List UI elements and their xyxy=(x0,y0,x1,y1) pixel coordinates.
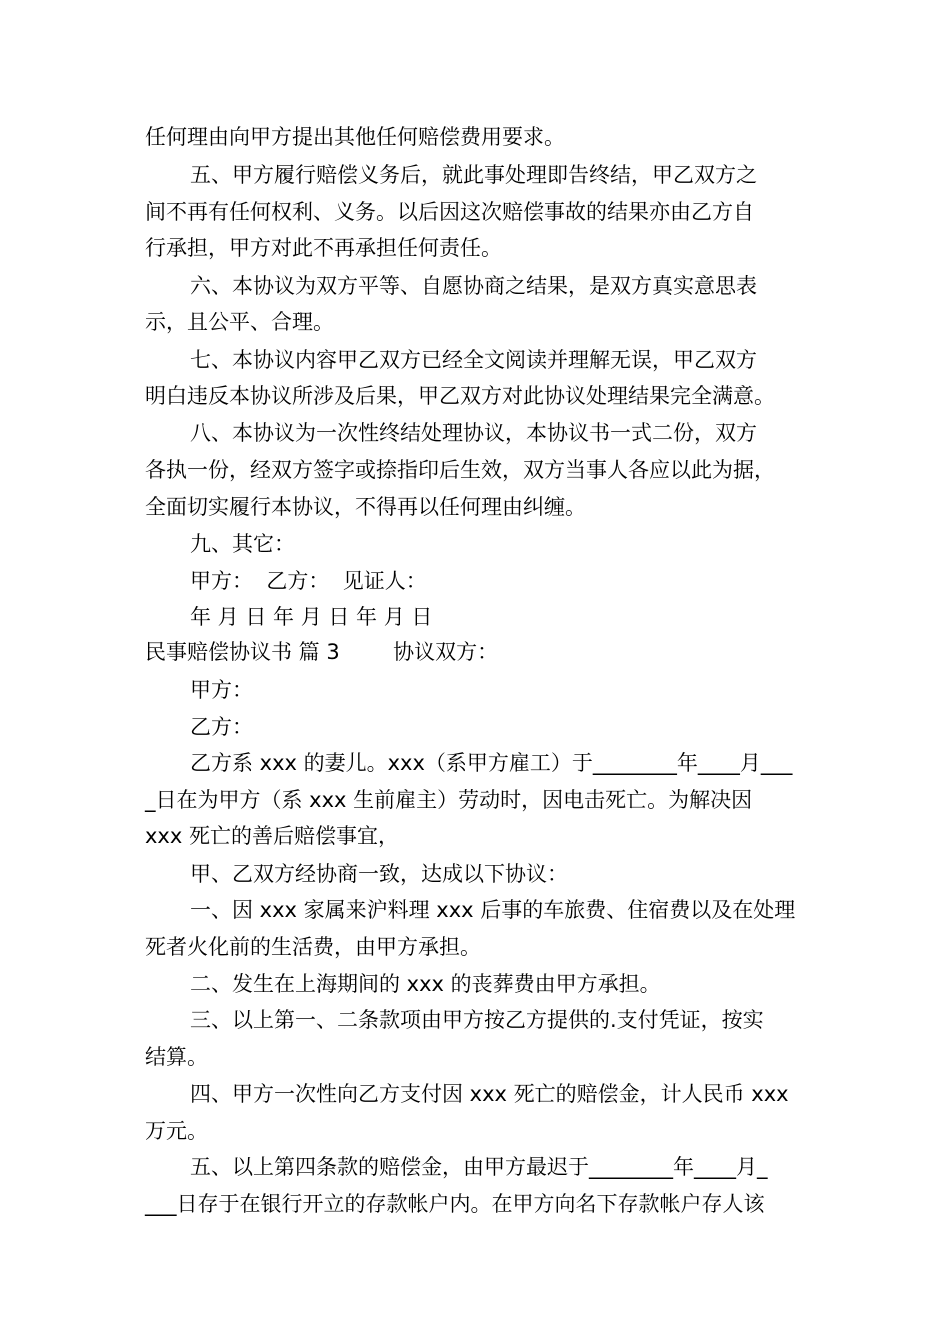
text-line: 二、发生在上海期间的 xxx 的丧葬费由甲方承担。 xyxy=(190,972,661,996)
text-line: 间不再有任何权利、义务。以后因这次赔偿事故的结果亦由乙方自 xyxy=(145,200,754,224)
text-line: 万元。 xyxy=(145,1119,208,1143)
signature-parties-line: 甲方： 乙方： 见证人： xyxy=(190,569,427,593)
text-line: 乙方： xyxy=(190,715,253,739)
text-line: 六、本协议为双方平等、自愿协商之结果，是双方真实意思表 xyxy=(190,274,757,298)
text-line: 甲、乙双方经协商一致，达成以下协议： xyxy=(190,862,568,886)
text-line: 八、本协议为一次性终结处理协议，本协议书一式二份，双方 xyxy=(190,421,757,445)
text-line: 乙方系 xxx 的妻儿。xxx（系甲方雇工）于________年____月___ xyxy=(190,751,793,775)
text-line: 各执一份，经双方签字或捺指印后生效，双方当事人各应以此为据， xyxy=(145,458,775,482)
text-line: 死者火化前的生活费，由甲方承担。 xyxy=(145,935,481,959)
section-heading: 民事赔偿协议书 篇 3 协议双方： xyxy=(145,640,499,664)
text-line: 全面切实履行本协议，不得再以任何理由纠缠。 xyxy=(145,495,586,519)
text-line: 甲方： xyxy=(190,678,253,702)
text-line: 结算。 xyxy=(145,1045,208,1069)
text-line: 示，且公平、合理。 xyxy=(145,310,334,334)
text-line: 五、以上第四条款的赔偿金，由甲方最迟于________年____月_ xyxy=(190,1155,768,1179)
text-line: 一、因 xxx 家属来沪料理 xxx 后事的车旅费、住宿费以及在处理 xyxy=(190,898,796,922)
text-line: 任何理由向甲方提出其他任何赔偿费用要求。 xyxy=(145,125,565,149)
text-line: 七、本协议内容甲乙双方已经全文阅读并理解无误，甲乙双方 xyxy=(190,348,757,372)
text-line: _日在为甲方（系 xxx 生前雇主）劳动时，因电击死亡。为解决因 xyxy=(145,788,753,812)
text-line: 五、甲方履行赔偿义务后，就此事处理即告终结，甲乙双方之 xyxy=(190,163,757,187)
text-line: 明白违反本协议所涉及后果，甲乙双方对此协议处理结果完全满意。 xyxy=(145,384,775,408)
text-line: ___日存于在银行开立的存款帐户内。在甲方向名下存款帐户存人该 xyxy=(145,1192,765,1216)
text-line: 四、甲方一次性向乙方支付因 xxx 死亡的赔偿金，计人民币 xxx xyxy=(190,1082,789,1106)
text-line: 行承担，甲方对此不再承担任何责任。 xyxy=(145,236,502,260)
text-line: 三、以上第一、二条款项由甲方按乙方提供的.支付凭证，按实 xyxy=(190,1008,764,1032)
signature-dates-line: 年 月 日 年 月 日 年 月 日 xyxy=(190,605,433,629)
text-line: 九、其它： xyxy=(190,532,295,556)
text-line: xxx 死亡的善后赔偿事宜， xyxy=(145,824,399,848)
